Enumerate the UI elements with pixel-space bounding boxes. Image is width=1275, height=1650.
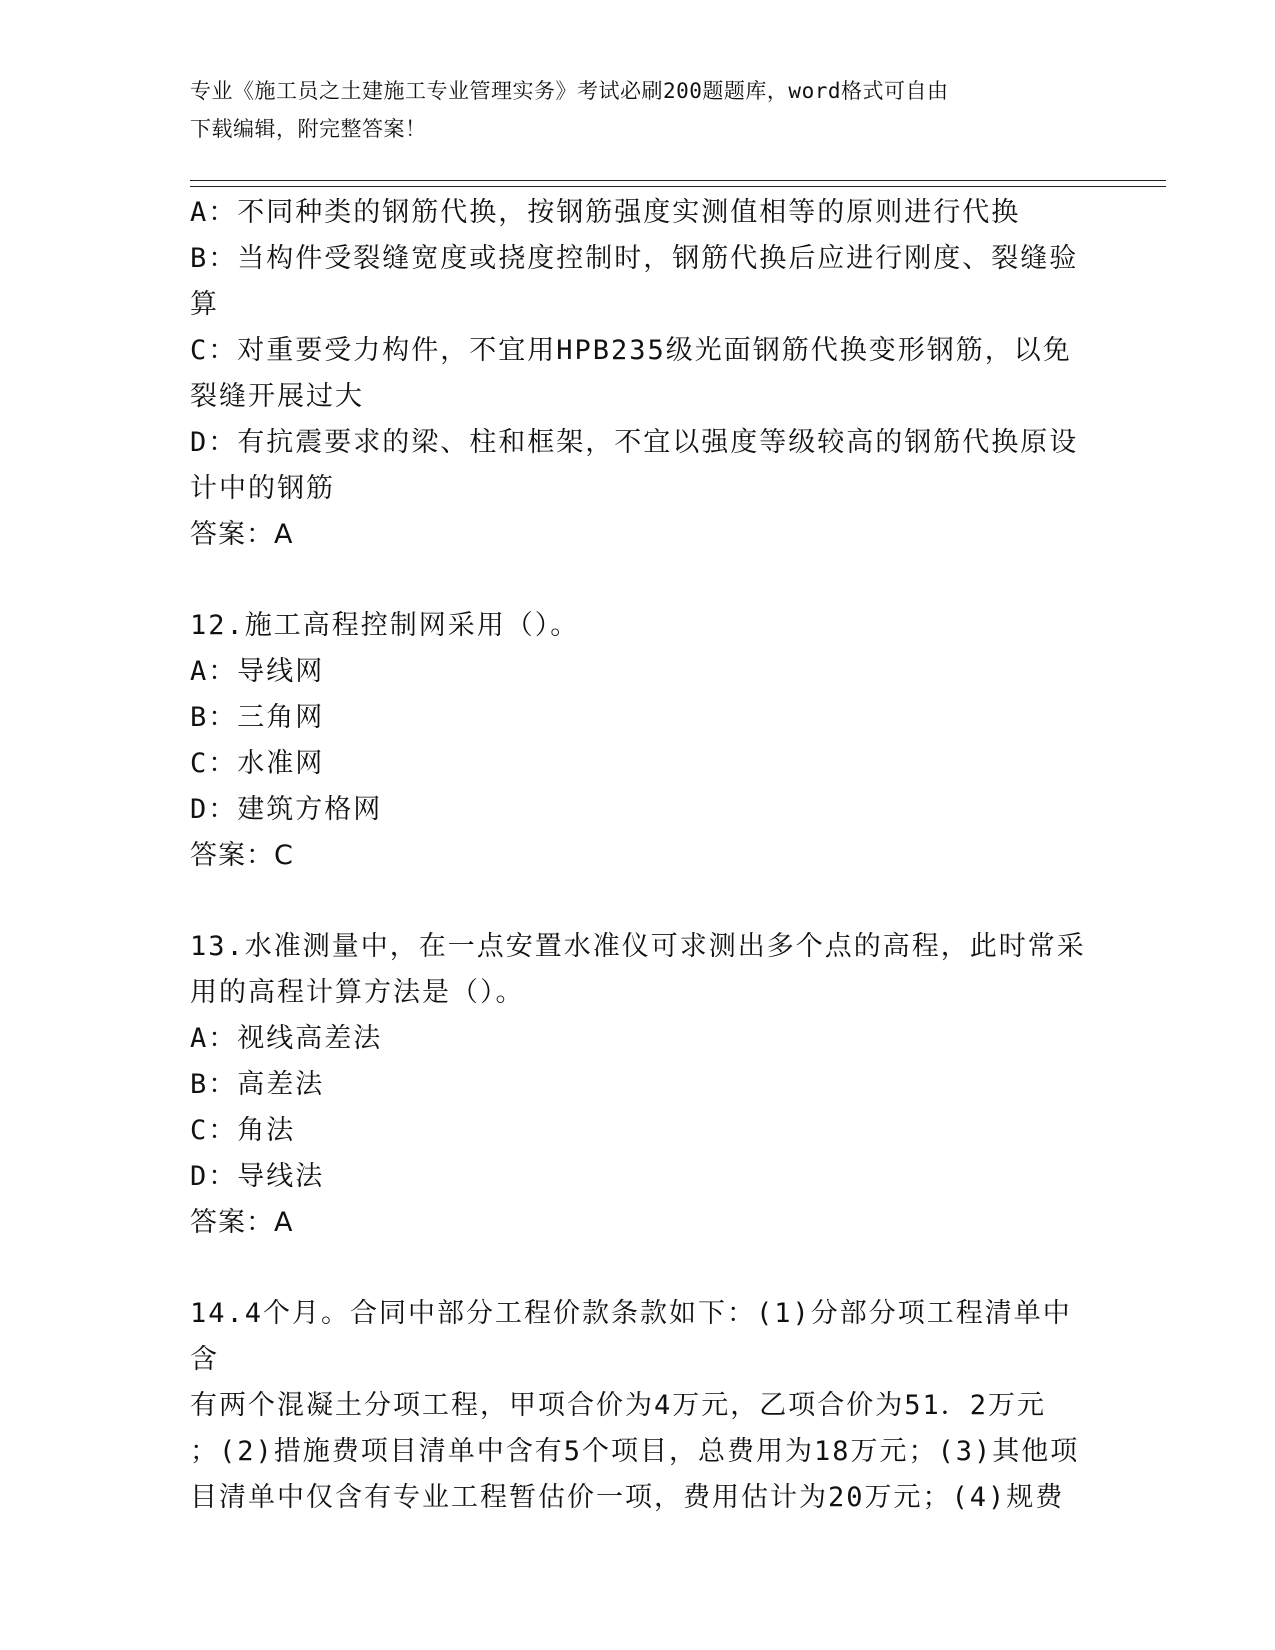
option-c-line-1: C：对重要受力构件，不宜用HPB235级光面钢筋代换变形钢筋，以免 <box>190 335 1072 366</box>
option-c-line-2: 裂缝开展过大 <box>190 381 364 412</box>
question-14 <box>190 1291 1090 1521</box>
answer: 答案：C <box>190 840 294 871</box>
option-c: C：角法 <box>190 1115 296 1146</box>
option-d-line-2: 计中的钢筋 <box>190 473 335 504</box>
question-stem-line-2: 用的高程计算方法是（）。 <box>190 977 525 1008</box>
option-a: A：导线网 <box>190 656 325 687</box>
header-line-2: 下载编辑，附完整答案！ <box>190 117 427 141</box>
document-body <box>190 190 1090 1521</box>
option-b-line-1: B：当构件受裂缝宽度或挠度控制时，钢筋代换后应进行刚度、裂缝验 <box>190 243 1079 274</box>
question-13 <box>190 924 1090 1246</box>
option-a: A：不同种类的钢筋代换，按钢筋强度实测值相等的原则进行代换 <box>190 197 1021 228</box>
option-b: B：三角网 <box>190 702 325 733</box>
header-rule-bottom <box>190 186 1166 187</box>
option-b: B：高差法 <box>190 1069 325 1100</box>
document-header <box>190 72 1090 148</box>
option-a: A：视线高差法 <box>190 1023 383 1054</box>
answer: 答案：A <box>190 1207 294 1238</box>
question-spacer <box>190 1246 1090 1291</box>
option-d: D：建筑方格网 <box>190 794 383 825</box>
question-stem: 12.施工高程控制网采用（）。 <box>190 610 580 641</box>
question-stem-line-1: 13.水准测量中，在一点安置水准仪可求测出多个点的高程，此时常采 <box>190 931 1086 962</box>
question-stem-line-4: 目清单中仅含有专业工程暂估价一项，费用估计为20万元；(4)规费 <box>190 1482 1065 1513</box>
header-line-1: 专业《施工员之土建施工专业管理实务》考试必刷200题题库，word格式可自由 <box>190 79 949 103</box>
option-d-line-1: D：有抗震要求的梁、柱和框架，不宜以强度等级较高的钢筋代换原设 <box>190 427 1079 458</box>
question-stem-line-2: 有两个混凝土分项工程，甲项合价为4万元，乙项合价为51．2万元 <box>190 1390 1047 1421</box>
question-12 <box>190 603 1090 879</box>
question-11 <box>190 190 1090 558</box>
question-spacer <box>190 879 1090 924</box>
header-rule-top <box>190 180 1166 181</box>
question-stem-line-1: 14.4个月。合同中部分工程价款条款如下：(1)分部分项工程清单中含 <box>190 1298 1072 1375</box>
option-d: D：导线法 <box>190 1161 325 1192</box>
option-c: C：水准网 <box>190 748 325 779</box>
question-spacer <box>190 558 1090 603</box>
option-b-line-2: 算 <box>190 289 219 320</box>
answer: 答案：A <box>190 519 294 550</box>
question-stem-line-3: ；(2)措施费项目清单中含有5个项目，总费用为18万元；(3)其他项 <box>190 1436 1080 1467</box>
